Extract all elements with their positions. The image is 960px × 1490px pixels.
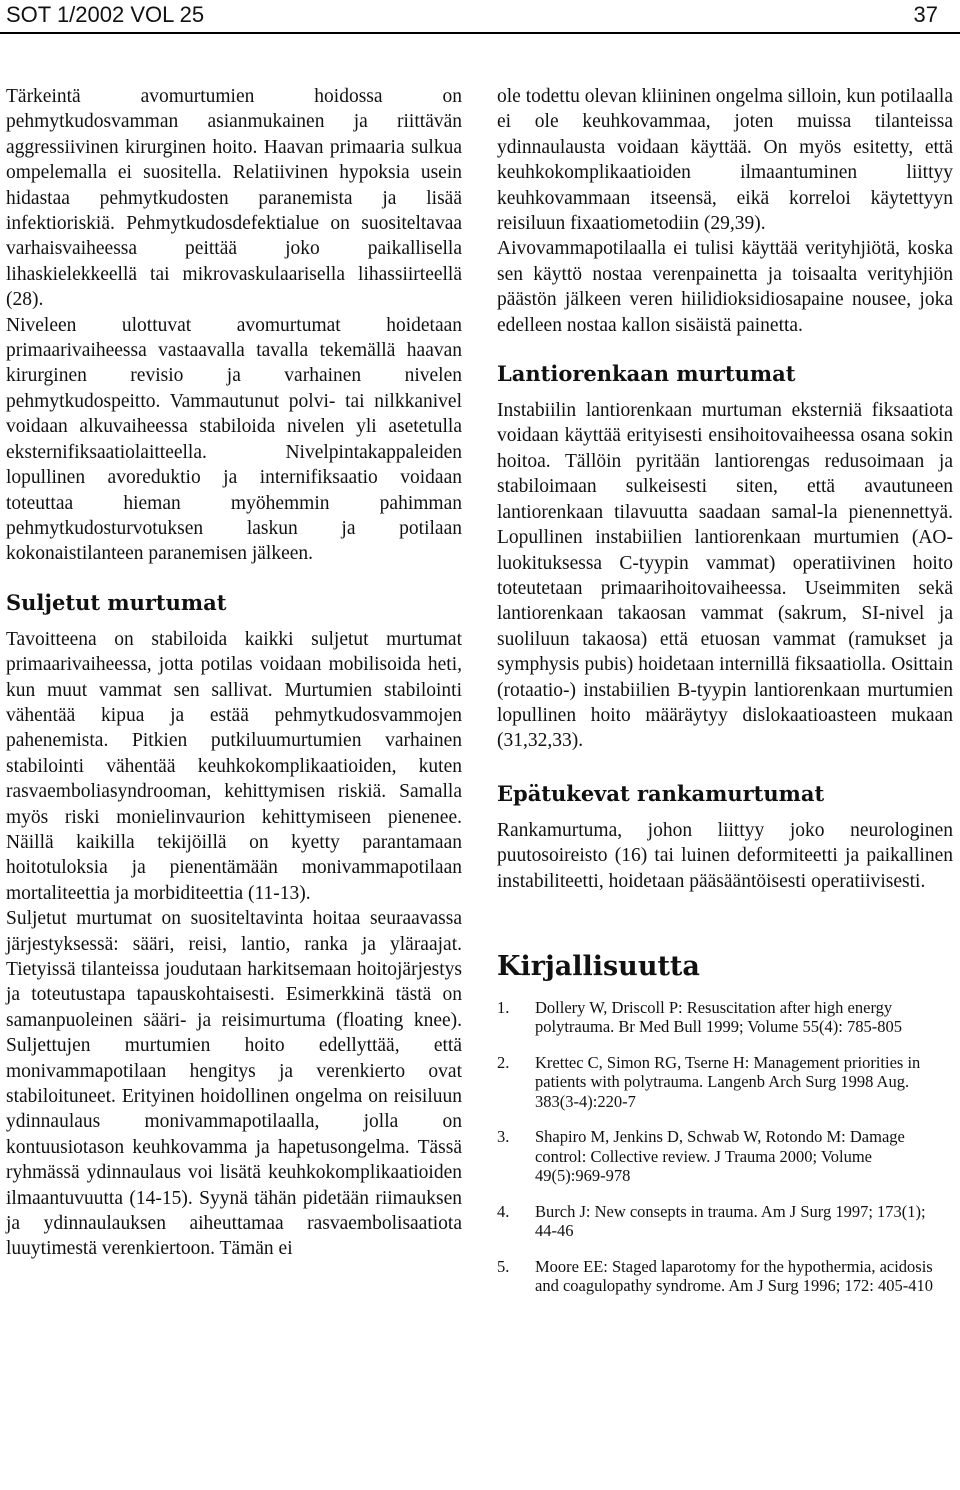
paragraph: Aivovammapotilaalla ei tulisi käyttää verityhjiötä, koska sen käyttö nostaa verenpainetta ja toisaalta verityhjiön päästön jälkeen veren hiilidioksidiosapaine nousee, joka edelleen nostaa kallon sisäistä painetta. <box>497 238 953 336</box>
reference-item <box>497 998 953 1037</box>
reference-item <box>497 1053 953 1112</box>
journal-issue: SOT 1/2002 VOL 25 <box>6 2 205 27</box>
section-heading-closed-fractures: Suljetut murtumat <box>6 589 227 615</box>
paragraph: Suljetut murtumat on suositeltavinta hoitaa seuraavassa järjestyksessä: sääri, reisi, lantio, ranka ja yläraajat. Tietyissä tilanteissa joudutaan harkitsemaan hoitojärjestys ja toteutustapa tapauskohtaisesti. Esimerkkinä tästä on samanpuoleinen sääri- ja reisimurtuma (floating knee). Suljettujen murtumien hoito edellyttää, että monivammapotilaan hengitys ja verenkierto ovat stabiloituneet. Erityinen hoidollinen ongelma on reisiluun ydinnaulaus monivammapotilaalla, jolla on kontuusiotason keuhkovamma ja hapetusongelma. Tässä ryhmässä ydinnaulaus voi lisätä keuhkokomplikaatioiden ilmaantuvuutta (14-15). Syynä tähän pidetään riimauksen ja ydinnaulauksen aiheuttamaa rasvaembolisaatiota luuytimestä verenkiertoon. Tämän ei <box>6 908 462 1260</box>
reference-text: Shapiro M, Jenkins D, Schwab W, Rotondo M: Damage control: Collective review. J Trauma 2000; Volume 49(5):969-978 <box>535 1127 905 1186</box>
reference-item <box>497 1257 953 1296</box>
reference-number: 4. <box>497 1201 510 1221</box>
reference-item <box>497 1127 953 1186</box>
section-heading-pelvic-fractures: Lantiorenkaan murtumat <box>497 361 796 387</box>
reference-item <box>497 1202 953 1241</box>
reference-text: Moore EE: Staged laparotomy for the hypothermia, acidosis and coagulopathy syndrome. Am J Surg 1996; 172: 405-410 <box>535 1256 933 1296</box>
section-heading-unstable-spine: Epätukevat rankamurtumat <box>497 780 825 806</box>
paragraph: Niveleen ulottuvat avomurtumat hoidetaan primaarivaiheessa vastaavalla tavalla tekemällä haavan kirurginen revisio ja varhainen nivelen pehmytkudospeitto. Vammautunut polvi- tai nilkkanivel voidaan alkuvaiheessa stabiloida nivelen yli asetetulla eksternifiksaatiolaitteella. Nivelpintakappaleiden lopullinen avoreduktio ja internifiksaatio voidaan toteuttaa hieman myöhemmin pahimman pehmytkudosturvotuksen laskun ja potilaan kokonaistilanteen paranemisen jälkeen. <box>6 314 462 565</box>
left-column <box>6 84 462 1262</box>
reference-number: 3. <box>497 1127 510 1147</box>
right-column <box>497 84 953 1312</box>
page-number: 37 <box>913 2 938 27</box>
paragraph: Tärkeintä avomurtumien hoidossa on pehmytkudosvamman asianmukainen ja riittävän aggressiivinen kirurginen hoito. Haavan primaaria sulkua ompelemalla ei suositella. Relatiivinen hypoksia usein hidastaa pehmytkudosten paranemista ja lisää infektioriskiä. Pehmytkudosdefektialue on suositeltavaa varhaisvaiheessa peittää joko paikallisella lihaskielekkeellä tai mikrovaskulaarisella lihassiirteellä (28). <box>6 86 462 311</box>
paragraph: Tavoitteena on stabiloida kaikki suljetut murtumat primaarivaiheessa, jotta potilas voidaan mobilisoida heti, kun muut vammat sen sallivat. Murtumien stabilointi vähentää kipua ja estää pehmytkudosvammojen pahenemista. Pitkien putkiluumurtumien varhainen stabilointi vähentää keuhkokomplikaatioiden, kuten rasvaemboliasyndrooman, kehittymisen riskiä. Samalla myös riski monielinvaurion kehittymiseen pienenee. Näillä kaikilla tekijöillä on kyetty parantamaan hoitotuloksia ja pienentämään monivammapotilaan mortaliteettia ja morbiditeettia (11-13). <box>6 628 462 904</box>
reference-number: 2. <box>497 1052 510 1072</box>
references-heading: Kirjallisuutta <box>497 950 700 982</box>
page-header <box>0 0 960 34</box>
reference-list <box>497 998 953 1296</box>
paragraph: Instabiilin lantiorenkaan murtuman eksterniä fiksaatiota voidaan käyttää erityisesti ensihoitovaiheessa osana sokin hoitoa. Tällöin pyritään lantiorengas redusoimaan ja stabiloimaan sulkeisesti siten, että avautuneen lantiorenkaan tilavuutta saadaan samal-la pienennettyä. Lopullinen instabiilien lantiorenkaan murtumien (AO-luokituksessa C-tyypin vammat) operatiivinen hoito toteutetaan primaarihoitovaiheessa. Useimmiten sekä lantiorenkaan takaosan vammat (sakrum, SI-nivel ja suoliluun takaosa) että etuosan vammat (ramukset ja symphysis pubis) hoidetaan internillä fiksaatiolla. Osittain (rotaatio-) instabiilien B-tyypin lantiorenkaan murtumien lopullinen hoito määräytyy dislokaatioasteen mukaan (31,32,33). <box>497 400 953 752</box>
reference-number: 1. <box>497 997 510 1017</box>
reference-text: Dollery W, Driscoll P: Resuscitation after high energy polytrauma. Br Med Bull 1999; Volume 55(4): 785-805 <box>535 997 902 1037</box>
paragraph: ole todettu olevan kliininen ongelma silloin, kun potilaalla ei ole keuhkovammaa, joten muissa tilanteissa ydinnaulausta voidaan käyttää. On myös esitetty, että keuhkokomplikaatioiden ilmaantuminen liittyy keuhkovammaan itseensä, eikä korreloi käytettyyn reisiluun fixaatiometodiin (29,39). <box>497 86 953 235</box>
reference-text: Burch J: New consepts in trauma. Am J Surg 1997; 173(1); 44-46 <box>535 1201 926 1241</box>
reference-number: 5. <box>497 1256 510 1276</box>
paragraph: Rankamurtuma, johon liittyy joko neurologinen puutosoireisto (16) tai luinen deformiteetti ja paikallinen instabiliteetti, hoidetaan pääsääntöisesti operatiivisesti. <box>497 819 953 892</box>
reference-text: Krettec C, Simon RG, Tserne H: Management priorities in patients with polytrauma. Langenb Arch Surg 1998 Aug. 383(3-4):220-7 <box>535 1052 921 1111</box>
